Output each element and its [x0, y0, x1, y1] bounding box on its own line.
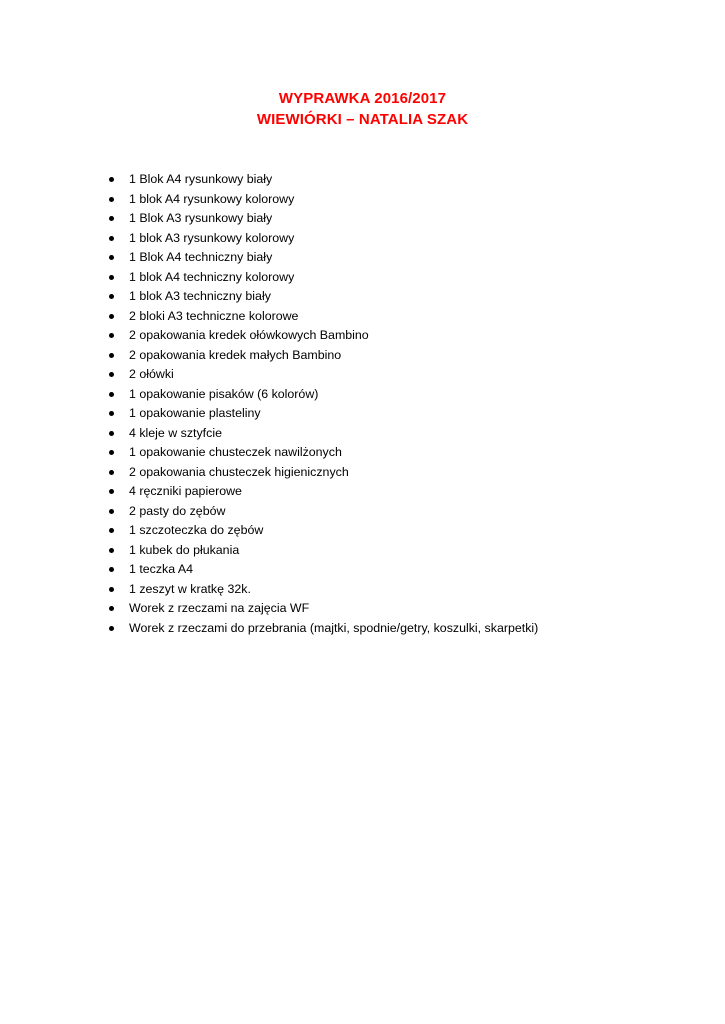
bullet-icon: [106, 424, 116, 444]
list-item: [106, 385, 696, 405]
document-title: WYPRAWKA 2016/2017: [278, 90, 447, 107]
bullet-icon: [106, 385, 116, 405]
list-item-text: 2 opakowania kredek małych Bambino: [129, 347, 342, 362]
list-item-text: Worek z rzeczami do przebrania (majtki, spodnie/getry, koszulki, skarpetki): [129, 620, 539, 635]
list-item-text: 4 ręczniki papierowe: [129, 484, 242, 498]
bullet-icon: [106, 541, 116, 561]
list-item-text: 2 pasty do zębów: [129, 503, 226, 518]
list-item-text: 1 opakowanie chusteczek nawilżonych: [129, 445, 342, 459]
list-item: [106, 404, 696, 424]
bullet-icon: [106, 268, 116, 288]
list-item-text: 1 szczoteczka do zębów: [129, 523, 264, 537]
list-item-text: 1 Blok A3 rysunkowy biały: [129, 211, 273, 225]
bullet-icon: [106, 580, 116, 600]
bullet-icon: [106, 443, 116, 463]
list-item: [106, 424, 696, 444]
bullet-icon: [106, 190, 116, 210]
bullet-icon: [106, 209, 116, 229]
list-item: [106, 521, 696, 541]
list-item: [106, 190, 696, 210]
bullet-icon: [106, 248, 116, 268]
list-item: [106, 307, 696, 327]
supply-list: [106, 170, 696, 638]
document-subtitle: WIEWIÓRKI – NATALIA SZAK: [256, 111, 469, 128]
bullet-icon: [106, 619, 116, 639]
list-item: [106, 209, 696, 229]
list-item: [106, 346, 696, 366]
list-item: [106, 560, 696, 580]
list-item: [106, 365, 696, 385]
list-item-text: 1 Blok A4 rysunkowy biały: [129, 172, 273, 186]
list-item-text: 1 teczka A4: [129, 562, 194, 576]
bullet-icon: [106, 502, 116, 522]
bullet-icon: [106, 482, 116, 502]
list-item: [106, 229, 696, 249]
list-item-text: 2 ołówki: [129, 367, 174, 381]
list-item-text: Worek z rzeczami na zajęcia WF: [129, 601, 310, 615]
bullet-icon: [106, 599, 116, 619]
document-header: [0, 88, 725, 130]
list-item-text: 2 bloki A3 techniczne kolorowe: [129, 308, 299, 323]
list-item-text: 4 kleje w sztyfcie: [129, 425, 222, 440]
list-item: [106, 541, 696, 561]
list-item-text: 1 kubek do płukania: [129, 542, 240, 557]
bullet-icon: [106, 307, 116, 327]
list-item: [106, 326, 696, 346]
bullet-icon: [106, 326, 116, 346]
bullet-icon: [106, 560, 116, 580]
bullet-icon: [106, 346, 116, 366]
list-item-text: 1 blok A3 rysunkowy kolorowy: [129, 230, 295, 245]
list-item: [106, 463, 696, 483]
list-item: [106, 482, 696, 502]
bullet-icon: [106, 463, 116, 483]
list-item-text: 1 blok A3 techniczny biały: [129, 289, 271, 303]
list-item-text: 1 opakowanie plasteliny: [129, 406, 261, 420]
list-item: [106, 287, 696, 307]
list-item: [106, 170, 696, 190]
list-item-text: 1 Blok A4 techniczny biały: [129, 250, 273, 264]
bullet-icon: [106, 404, 116, 424]
list-item: [106, 580, 696, 600]
list-item: [106, 502, 696, 522]
list-item-text: 1 blok A4 rysunkowy kolorowy: [129, 191, 295, 206]
list-item: [106, 268, 696, 288]
list-item-text: 1 opakowanie pisaków (6 kolorów): [129, 386, 319, 401]
bullet-icon: [106, 229, 116, 249]
list-item: [106, 248, 696, 268]
list-item-text: 1 zeszyt w kratkę 32k.: [129, 581, 251, 596]
list-item-text: 2 opakowania kredek ołówkowych Bambino: [129, 328, 369, 342]
list-item: [106, 619, 696, 639]
bullet-icon: [106, 287, 116, 307]
bullet-icon: [106, 521, 116, 541]
list-item: [106, 443, 696, 463]
bullet-icon: [106, 170, 116, 190]
list-item-text: 1 blok A4 techniczny kolorowy: [129, 269, 295, 284]
bullet-icon: [106, 365, 116, 385]
list-item: [106, 599, 696, 619]
list-item-text: 2 opakowania chusteczek higienicznych: [129, 464, 349, 479]
